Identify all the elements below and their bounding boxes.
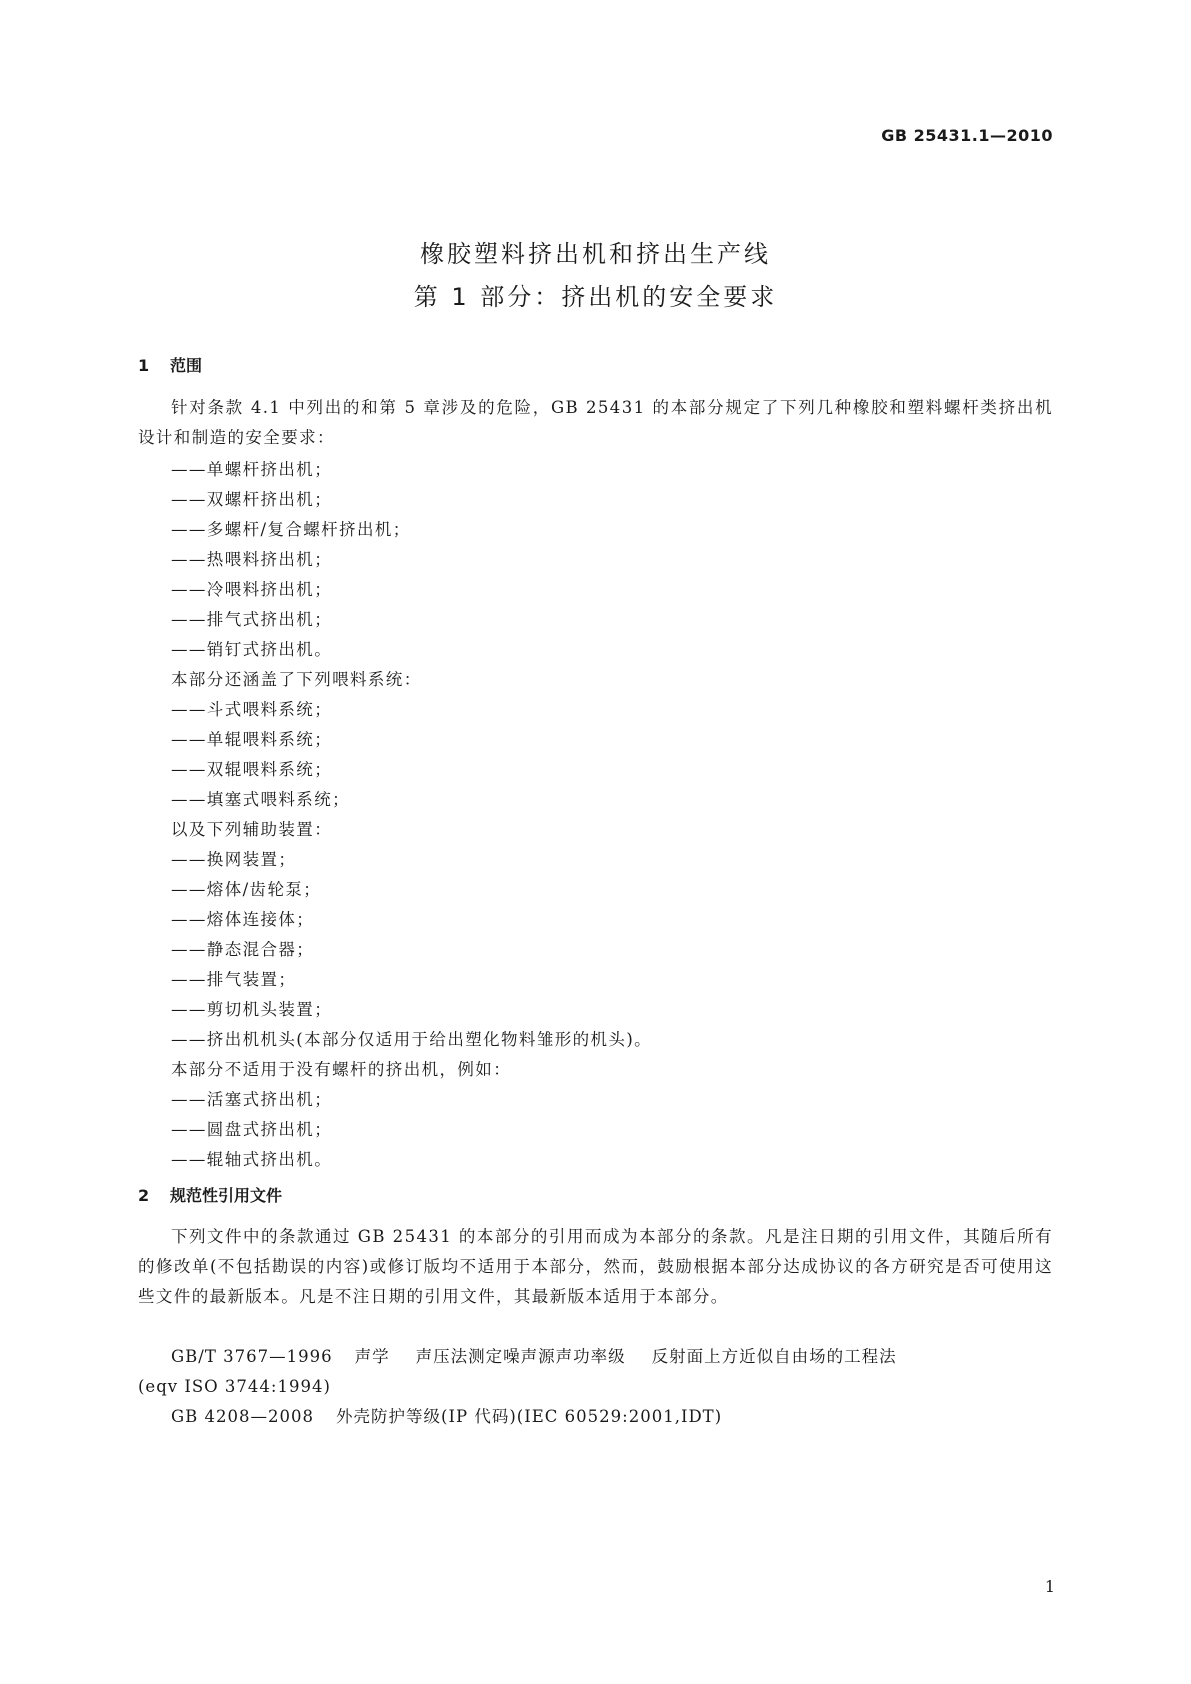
reference-title-part: 声学 [354, 1347, 390, 1366]
list-item: ——填塞式喂料系统； [171, 790, 350, 809]
list-item: ——静态混合器； [171, 940, 315, 959]
list-item: ——销钉式挤出机。 [171, 640, 333, 659]
list-item: ——剪切机头装置； [171, 1000, 333, 1019]
scope-intro-paragraph: 针对条款 4.1 中列出的和第 5 章涉及的危险，GB 25431 的本部分规定了下列几种橡胶和塑料螺杆类挤出机设计和制造的安全要求： [138, 398, 1053, 447]
list-item: ——单辊喂料系统； [171, 730, 333, 749]
reference-code: GB/T 3767—1996 [171, 1347, 333, 1366]
list-item: ——熔体/齿轮泵； [171, 880, 322, 899]
section-1-heading [138, 353, 202, 376]
list-item: ——热喂料挤出机； [171, 550, 333, 569]
list-item: ——熔体连接体； [171, 910, 315, 929]
reference-code: GB 4208—2008 [171, 1407, 315, 1426]
list-item: ——辊轴式挤出机。 [171, 1150, 333, 1169]
normative-references-paragraph: 下列文件中的条款通过 GB 25431 的本部分的引用而成为本部分的条款。凡是注日期的引用文件，其随后所有的修改单(不包括勘误的内容)或修订版均不适用于本部分，然而，鼓励根据本部分达成协议的各方研究是否可使用这些文件的最新版本。凡是不注日期的引用文件，其最新版本适用于本部分。 [138, 1227, 1053, 1306]
list-item: ——换网装置； [171, 850, 297, 869]
section-title: 范围 [170, 356, 203, 375]
list-item: ——排气装置； [171, 970, 297, 989]
reference-title: 外壳防护等级(IP 代码)(IEC 60529:2001,IDT) [336, 1407, 723, 1426]
feed-systems-intro: 本部分还涵盖了下列喂料系统： [171, 670, 422, 689]
page-number: 1 [1044, 1577, 1055, 1596]
list-item: ——冷喂料挤出机； [171, 580, 333, 599]
aux-devices-intro: 以及下列辅助装置： [171, 820, 333, 839]
section-number: 2 [138, 1186, 150, 1205]
reference-entry [138, 1342, 1053, 1402]
list-item: ——单螺杆挤出机； [171, 460, 333, 479]
exclusions-intro: 本部分不适用于没有螺杆的挤出机，例如： [171, 1060, 512, 1079]
list-item: ——斗式喂料系统； [171, 700, 333, 719]
standard-number: GB 25431.1—2010 [881, 126, 1053, 145]
list-item: ——双辊喂料系统； [171, 760, 333, 779]
document-title: 橡胶塑料挤出机和挤出生产线 [420, 240, 771, 268]
reference-equivalence: (eqv ISO 3744:1994) [138, 1377, 331, 1396]
reference-entry [138, 1402, 1053, 1432]
reference-title-part: 反射面上方近似自由场的工程法 [651, 1347, 897, 1366]
list-item: ——双螺杆挤出机； [171, 490, 333, 509]
section-2-heading [138, 1183, 282, 1206]
section-number: 1 [138, 356, 150, 375]
list-item: ——多螺杆/复合螺杆挤出机； [171, 520, 411, 539]
list-item: ——活塞式挤出机； [171, 1090, 333, 1109]
section-title: 规范性引用文件 [170, 1186, 283, 1205]
document-subtitle: 第 1 部分：挤出机的安全要求 [413, 283, 778, 311]
list-item: ——排气式挤出机； [171, 610, 333, 629]
list-item: ——圆盘式挤出机； [171, 1120, 333, 1139]
list-item: ——挤出机机头(本部分仅适用于给出塑化物料雏形的机头)。 [171, 1030, 653, 1049]
reference-title-part: 声压法测定噪声源声功率级 [415, 1347, 626, 1366]
